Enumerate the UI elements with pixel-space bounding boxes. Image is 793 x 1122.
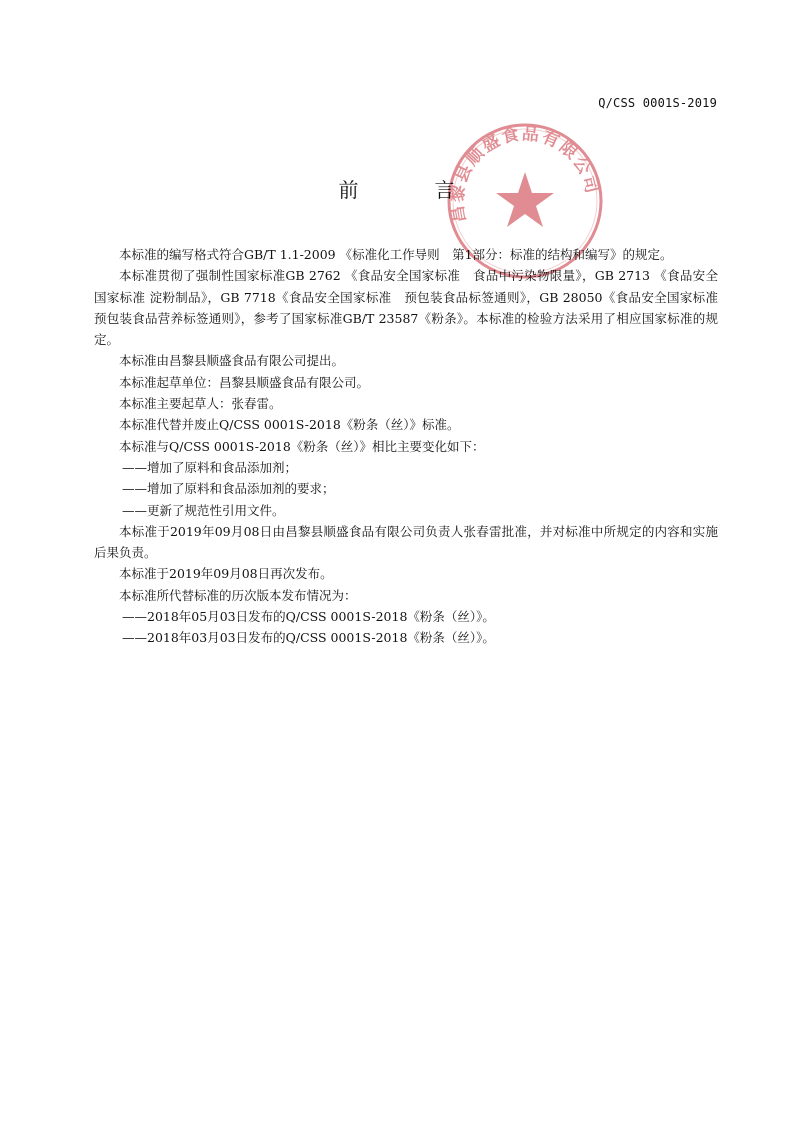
history-list-item: ——2018年05月03日发布的Q/CSS 0001S-2018《粉条（丝）》。 [122,609,495,625]
paragraph-format: 本标准的编写格式符合GB/T 1.1-2009 《标准化工作导则 第1部分：标准的结构和编写》的规定。 [119,247,673,262]
paragraph-history-intro: 本标准所代替标准的历次版本发布情况为： [119,587,357,603]
title-char-1: 前 [338,178,359,202]
change-list-item: ——更新了规范性引用文件。 [122,502,285,518]
seal-text: 昌黎县顺盛食品有限公司 [447,124,603,225]
paragraph-release: 本标准于2019年09月08日再次发布。 [119,566,333,582]
foreword-body [94,244,731,649]
title-char-2: 言 [434,178,455,202]
page-title [0,176,793,204]
paragraph-approval: 本标准于2019年09月08日由昌黎县顺盛食品有限公司负责人张春雷批准，并对标准中所规定的内容和实施后果负责。 [94,523,718,561]
history-list-item: ——2018年03月03日发布的Q/CSS 0001S-2018《粉条（丝）》。 [122,630,495,646]
paragraph-replaces: 本标准代替并废止Q/CSS 0001S-2018《粉条（丝）》标准。 [119,417,460,433]
paragraph-drafting-unit: 本标准起草单位：昌黎县顺盛食品有限公司。 [119,374,370,390]
change-list-item: ——增加了原料和食品添加剂； [122,459,298,475]
paragraph-referenced-standards: 本标准贯彻了强制性国家标准GB 2762 《食品安全国家标准 食品中污染物限量》，GB 2713 《食品安全国家标准 淀粉制品》，GB 7718《食品安全国家标准 预包装食品标签通则》，GB 28050《食品安全国家标准 预包装食品营养标签通则》，参考了国家标准GB/T 23587《粉条》。本标准的检验方法采用了相应国家标准的规定。 [94,268,731,348]
paragraph-changes-intro: 本标准与Q/CSS 0001S-2018《粉条（丝）》相比主要变化如下： [119,438,485,454]
document-code: Q/CSS 0001S-2019 [598,96,717,110]
paragraph-proposer: 本标准由昌黎县顺盛食品有限公司提出。 [119,353,345,369]
paragraph-drafter: 本标准主要起草人：张春雷。 [119,396,282,412]
change-list-item: ——增加了原料和食品添加剂的要求； [122,481,335,497]
